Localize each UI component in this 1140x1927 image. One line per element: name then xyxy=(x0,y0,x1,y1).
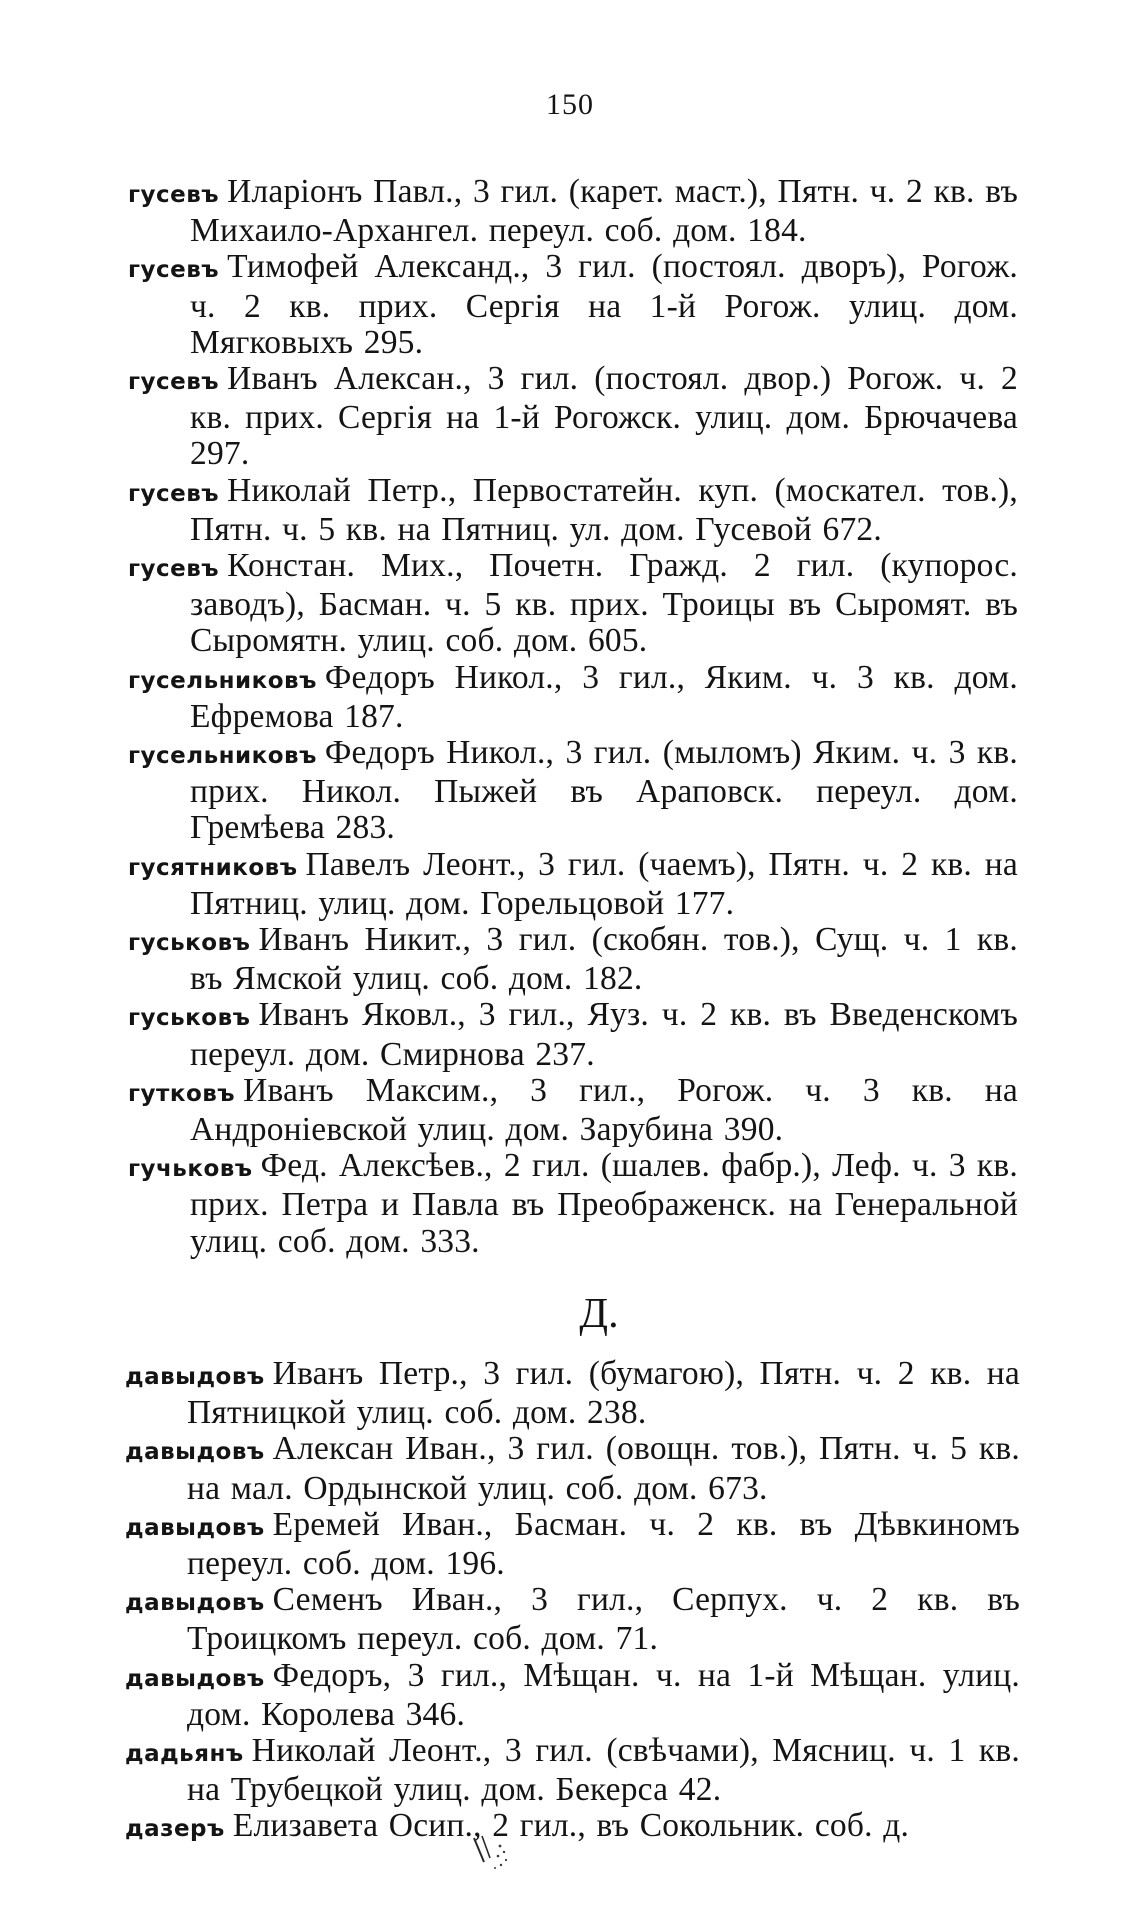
entry-text: Иванъ Алексан., 3 гил. (постоял. двор.) Рогож. ч. 2 кв. прих. Сергія на 1-й Рогожск. улиц. дом. Брючачева 297. xyxy=(190,360,1018,473)
entry-surname: гучьковъ xyxy=(128,1156,253,1183)
entry-text: Семенъ Иван., 3 гил., Серпух. ч. 2 кв. въ Троицкомъ переул. соб. дом. 71. xyxy=(187,1581,1020,1658)
entry-surname: гуськовъ xyxy=(128,1005,251,1032)
directory-entry xyxy=(128,473,1018,548)
entry-text: Констан. Мих., Почетн. Гражд. 2 гил. (купорос. заводъ), Басман. ч. 5 кв. прих. Троицы въ Сыромят. въ Сыромятн. улиц. соб. дом. 605. xyxy=(190,547,1018,660)
directory-entry xyxy=(128,1073,1018,1148)
page-number: 150 xyxy=(546,88,594,121)
section-heading: Д. xyxy=(579,1290,619,1337)
directory-entry xyxy=(128,922,1018,997)
entry-surname: давыдовъ xyxy=(125,1363,265,1390)
entry-surname: давыдовъ xyxy=(125,1590,265,1617)
entry-text: Иванъ Петр., 3 гил. (бумагою), Пятн. ч. 2 кв. на Пятницкой улиц. соб. дом. 238. xyxy=(187,1354,1020,1432)
entry-text: Иванъ Максим., 3 гил., Рогож. ч. 3 кв. на Андроніевской улиц. дом. Зарубина 390. xyxy=(190,1071,1018,1149)
entry-text: Федоръ, 3 гил., Мѣщан. ч. на 1-й Мѣщан. улиц. дом. Королева 346. xyxy=(187,1656,1020,1733)
directory-entry xyxy=(128,735,1018,847)
entry-surname: гусельниковъ xyxy=(128,667,317,694)
entry-surname: гуськовъ xyxy=(128,930,251,957)
entry-text: Павелъ Леонт., 3 гил. (чаемъ), Пятн. ч. 2 кв. на Пятниц. улиц. дом. Горельцовой 177. xyxy=(190,845,1018,922)
directory-entry xyxy=(128,660,1018,735)
entry-text: Елизавета Осип., 2 гил., въ Сокольник. соб. д. xyxy=(232,1807,910,1845)
directory-entry xyxy=(125,1808,1020,1847)
entry-text: Иванъ Яковл., 3 гил., Яуз. ч. 2 кв. въ Введенскомъ переул. дом. Смирнова 237. xyxy=(190,996,1018,1073)
directory-entry xyxy=(125,1507,1020,1582)
directory-entry xyxy=(128,1148,1018,1260)
directory-entry xyxy=(128,997,1018,1072)
directory-entry xyxy=(128,847,1018,922)
entry-surname: гутковъ xyxy=(128,1080,236,1107)
directory-entry xyxy=(128,174,1018,249)
ink-smudge-mark xyxy=(470,1832,520,1880)
entry-surname: давыдовъ xyxy=(125,1514,265,1541)
directory-entries xyxy=(0,174,1140,1848)
directory-entry xyxy=(128,249,1018,361)
entry-surname: давыдовъ xyxy=(125,1665,265,1692)
directory-entry xyxy=(128,361,1018,473)
entry-text: Федоръ Никол., 3 гил. (мыломъ) Яким. ч. 3 кв. прих. Никол. Пыжей въ Араповск. переул. дом. Гремѣева 283. xyxy=(190,734,1018,847)
entry-text: Николай Леонт., 3 гил. (свѣчами), Мясниц. ч. 1 кв. на Трубецкой улиц. дом. Бекерса 42. xyxy=(187,1731,1020,1809)
entry-surname: гусевъ xyxy=(128,480,220,507)
entry-text: Николай Петр., Первостатейн. куп. (москател. тов.), Пятн. ч. 5 кв. на Пятниц. ул. дом. Гусевой 672. xyxy=(190,471,1018,548)
entry-text: Алексан Иван., 3 гил. (овощн. тов.), Пятн. ч. 5 кв. на мал. Ордынской улиц. соб. дом. 673. xyxy=(187,1430,1020,1507)
entry-surname: гусельниковъ xyxy=(128,743,317,770)
directory-entry xyxy=(128,548,1018,660)
entry-text: Еремей Иван., Басман. ч. 2 кв. въ Дѣвкиномъ переул. соб. дом. 196. xyxy=(187,1505,1020,1582)
entry-surname: гусевъ xyxy=(128,369,220,396)
directory-entry xyxy=(125,1733,1020,1808)
entry-surname: гусевъ xyxy=(128,182,220,208)
entry-surname: дадьянъ xyxy=(125,1740,244,1767)
entry-text: Фед. Алексѣев., 2 гил. (шалев. фабр.), Леф. ч. 3 кв. прих. Петра и Павла въ Преображенск. на Генеральной улиц. соб. дом. 333. xyxy=(190,1147,1018,1260)
entry-surname: гусевъ xyxy=(128,257,220,284)
entry-text: Иларіонъ Павл., 3 гил. (карет. маст.), Пятн. ч. 2 кв. въ Михаило-Архангел. переул. соб. дом. 184. xyxy=(190,173,1018,250)
entry-text: Иванъ Никит., 3 гил. (скобян. тов.), Сущ. ч. 1 кв. въ Ямской улиц. соб. дом. 182. xyxy=(190,921,1018,998)
entry-text: Федоръ Никол., 3 гил., Яким. ч. 3 кв. дом. Ефремова 187. xyxy=(190,658,1018,735)
section-d-entries xyxy=(0,1356,1020,1848)
directory-entry xyxy=(125,1582,1020,1657)
directory-entry xyxy=(125,1658,1020,1733)
section-g-entries xyxy=(0,174,1018,1260)
directory-entry xyxy=(125,1356,1020,1431)
directory-entry xyxy=(125,1431,1020,1506)
entry-surname: давыдовъ xyxy=(125,1439,265,1466)
entry-surname: гусевъ xyxy=(128,556,220,583)
entry-surname: дазеръ xyxy=(125,1816,225,1843)
entry-text: Тимофей Александ., 3 гил. (постоял. дворъ), Рогож. ч. 2 кв. прих. Сергія на 1-й Рогож. улиц. дом. Мягковыхъ 295. xyxy=(190,248,1018,361)
entry-surname: гусятниковъ xyxy=(128,854,298,881)
